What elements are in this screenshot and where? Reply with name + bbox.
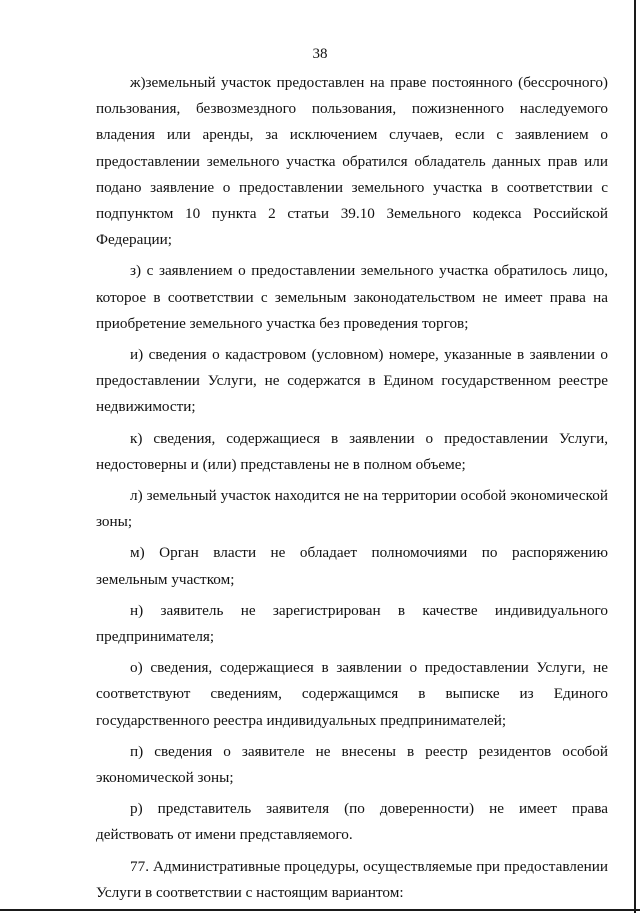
paragraph-item-r: р) представитель заявителя (по доверенности) не имеет права действовать от имени представляемого. xyxy=(96,800,608,844)
paragraph-section-77: 77. Административные процедуры, осуществляемые при предоставлении Услуги в соответствии с настоящим вариантом: xyxy=(96,857,608,901)
scan-edge-bottom xyxy=(0,909,640,911)
document-body xyxy=(96,70,608,911)
paragraph-item-n: н) заявитель не зарегистрирован в качестве индивидуального предпринимателя; xyxy=(96,601,608,646)
page-number: 38 xyxy=(312,46,328,62)
paragraph-item-i: и) сведения о кадастровом (условном) номере, указанные в заявлении о предоставлении Услуги, не содержатся в Едином государственном реестре недвижимости; xyxy=(96,346,608,416)
paragraph-item-p: п) сведения о заявителе не внесены в реестр резидентов особой экономической зоны; xyxy=(96,742,608,787)
scan-edge-right xyxy=(634,0,636,913)
paragraph-item-z: з) с заявлением о предоставлении земельного участка обратилось лицо, которое в соответствии с земельным законодательством не имеет права на приобретение земельного участка без проведения торгов; xyxy=(96,262,608,332)
paragraph-item-o: о) сведения, содержащиеся в заявлении о предоставлении Услуги, не соответствуют сведениям, содержащимся в выписке из Единого государственного реестра индивидуальных предпринимателей; xyxy=(96,659,608,729)
paragraph-item-l: л) земельный участок находится не на территории особой экономической зоны; xyxy=(96,487,608,531)
paragraph-item-zh: ж)земельный участок предоставлен на праве постоянного (бессрочного) пользования, безвозмездного пользования, пожизненного наследуемого владения или аренды, за исключением случаев, если с заявлением о предоставлении земельного участка обратился обладатель данных прав или подано заявление о предоставлении земельного участка в соответствии с подпунктом 10 пункта 2 статьи 39.10 Земельного кодекса Российской Федерации; xyxy=(96,74,608,249)
paragraph-item-m: м) Орган власти не обладает полномочиями по распоряжению земельным участком; xyxy=(96,544,608,588)
paragraph-item-k: к) сведения, содержащиеся в заявлении о предоставлении Услуги, недостоверны и (или) представлены не в полном объеме; xyxy=(96,429,608,473)
